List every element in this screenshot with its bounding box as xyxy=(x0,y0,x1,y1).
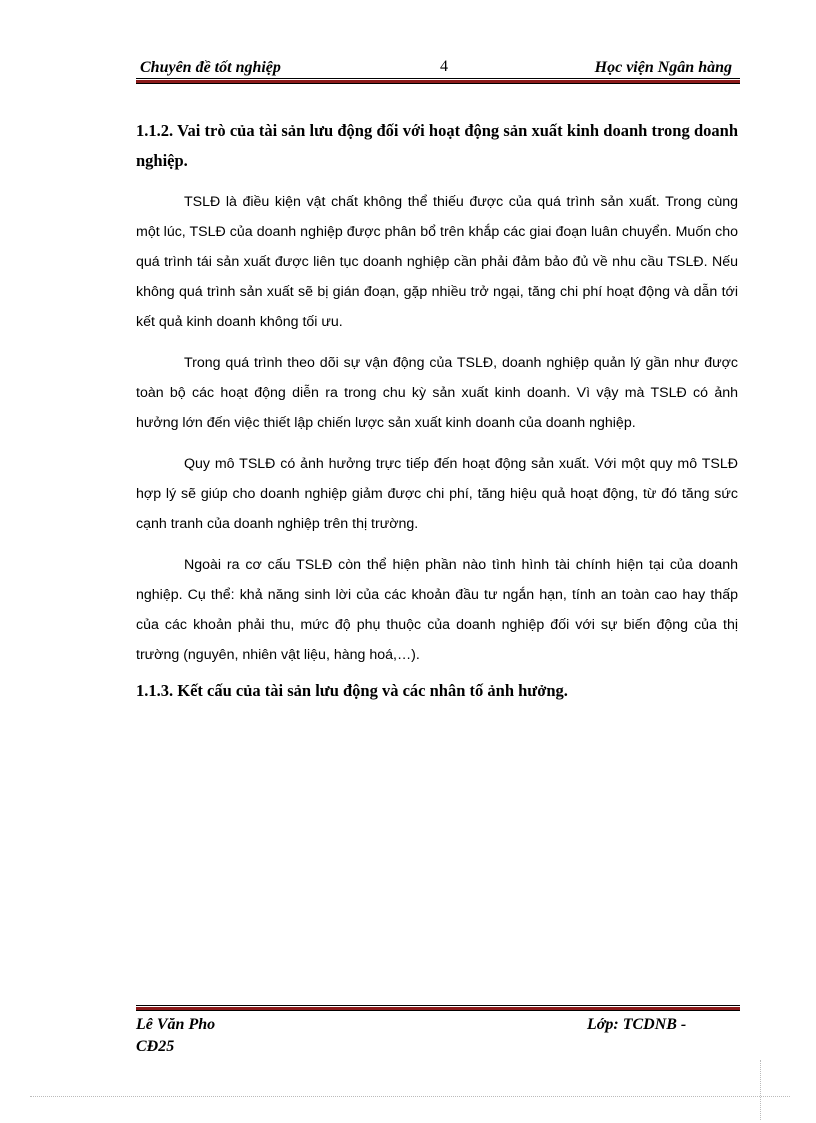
section-heading-1-1-3: 1.1.3. Kết cấu của tài sản lưu động và các nhân tố ảnh hưởng. xyxy=(136,681,568,700)
header-rule xyxy=(136,78,740,84)
footer-author: Lê Văn Pho xyxy=(136,1016,216,1033)
paragraph: TSLĐ là điều kiện vật chất không thể thiếu được của quá trình sản xuất. Trong cùng một lúc, TSLĐ của doanh nghiệp được phân bổ trên khắp các giai đoạn luân chuyển. Muốn cho quá trình tái sản xuất được liên tục doanh nghiệp cần phải đảm bảo đủ về nhu cầu TSLĐ. Nếu không quá trình sản xuất sẽ bị gián đoạn, gặp nhiều trở ngại, tăng chi phí hoạt động và dẫn tới kết quả kinh doanh không tối ưu. xyxy=(136,194,738,330)
footer-rule xyxy=(136,1005,740,1011)
page-number: 4 xyxy=(440,58,448,75)
section-heading-1-1-2: 1.1.2. Vai trò của tài sản lưu động đối với hoạt động sản xuất kinh doanh trong doanh nghiệp. xyxy=(136,121,738,170)
main-content xyxy=(136,116,738,706)
header-rule-line xyxy=(136,78,740,79)
footer-class-code: CĐ25 xyxy=(136,1038,175,1055)
header-institution: Học viện Ngân hàng xyxy=(594,59,732,76)
footer-rule-line xyxy=(136,1005,740,1006)
paragraph: Ngoài ra cơ cấu TSLĐ còn thể hiện phần nào tình hình tài chính hiện tại của doanh nghiệp. Cụ thể: khả năng sinh lời của các khoản đầu tư ngắn hạn, tính an toàn cao hay thấp của các khoản phải thu, mức độ phụ thuộc của doanh nghiệp đối với sự biến động của thị trường (nguyên, nhiên vật liệu, hàng hoá,…). xyxy=(136,557,738,663)
footer-class-label: Lớp: TCDNB - xyxy=(587,1016,687,1033)
header-document-type: Chuyên đề tốt nghiệp xyxy=(140,59,281,76)
footer-rule-line xyxy=(136,1010,740,1011)
header-rule-line xyxy=(136,83,740,84)
paragraph: Trong quá trình theo dõi sự vận động của TSLĐ, doanh nghiệp quản lý gần như được toàn bộ các hoạt động diễn ra trong chu kỳ sản xuất kinh doanh. Vì vậy mà TSLĐ có ảnh hưởng lớn đến việc thiết lập chiến lược sản xuất kinh doanh của doanh nghiệp. xyxy=(136,355,738,431)
page-edge-guide xyxy=(30,1096,790,1097)
page-edge-guide xyxy=(760,1060,761,1120)
paragraph: Quy mô TSLĐ có ảnh hưởng trực tiếp đến hoạt động sản xuất. Với một quy mô TSLĐ hợp lý sẽ giúp cho doanh nghiệp giảm được chi phí, tăng hiệu quả hoạt động, từ đó tăng sức cạnh tranh của doanh nghiệp trên thị trường. xyxy=(136,456,738,532)
